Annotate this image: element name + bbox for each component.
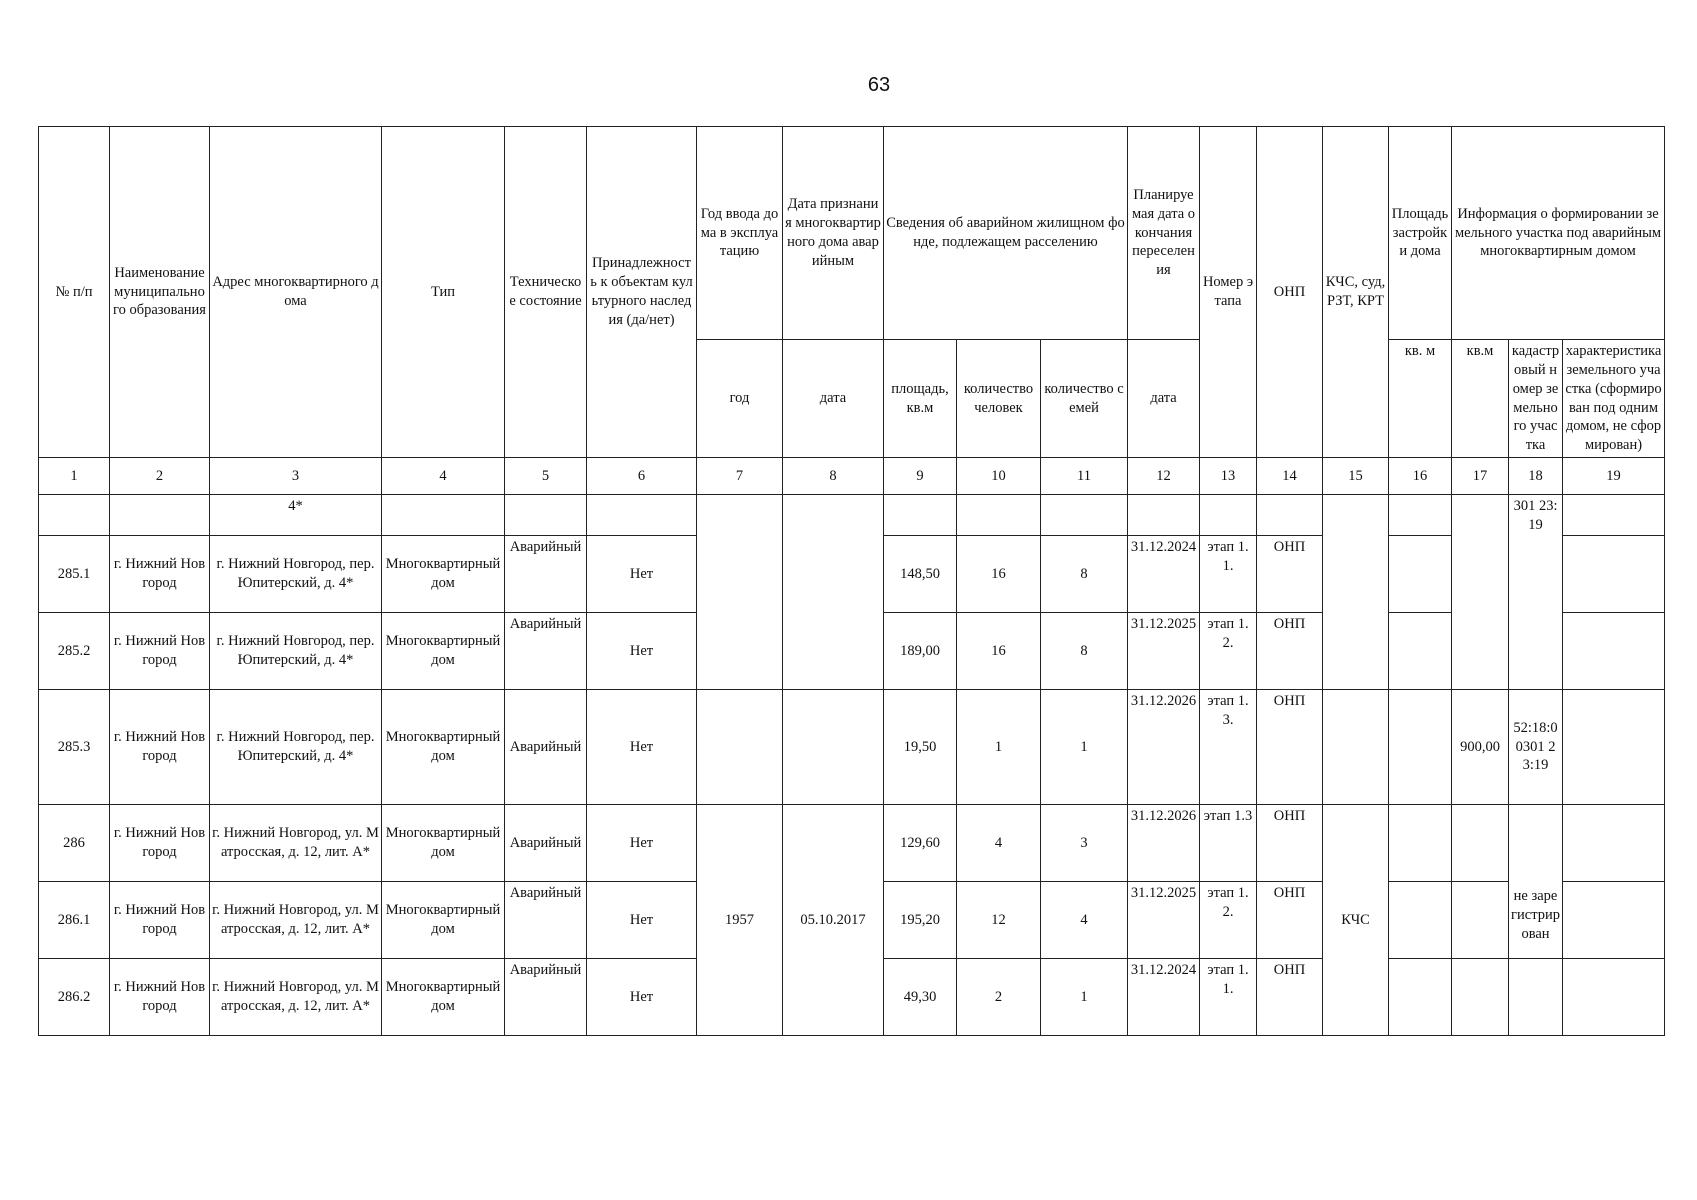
cell-onp: ОНП [1257,882,1323,959]
header-stage: Номер этапа [1200,127,1257,458]
header-number: № п/п [39,127,110,458]
header-land-info: Информация о формировании земельного участка под аварийным многоквартирным домом [1452,127,1665,340]
cell-stage [1200,495,1257,536]
cell-area: 129,60 [884,805,957,882]
cell-land-area: 900,00 [1452,690,1509,805]
page-number: 63 [867,74,891,96]
cell-people: 1 [957,690,1041,805]
cell-heritage: Нет [587,805,697,882]
subheader-build-area-unit: кв. м [1389,340,1452,458]
cell-type: Многоквартирный дом [382,805,505,882]
cell-tech-state: Аварийный [505,959,587,1036]
cell-area: 49,30 [884,959,957,1036]
cell-people: 16 [957,613,1041,690]
cell-build-area [1389,690,1452,805]
cell-year: 1957 [697,805,783,1036]
cell-onp: ОНП [1257,536,1323,613]
subheader-people: количество человек [957,340,1041,458]
cell-emergency-date [783,495,884,690]
cell-build-area [1389,959,1452,1036]
col-num: 4 [382,458,505,495]
cell-emergency-date [783,690,884,805]
cell-people [957,495,1041,536]
cell-municipality: г. Нижний Новгород [110,536,210,613]
cell-number: 286.1 [39,882,110,959]
cell-land-characteristic [1563,805,1665,882]
col-num: 17 [1452,458,1509,495]
col-num: 1 [39,458,110,495]
cell-kchs [1323,495,1389,690]
cell-people: 2 [957,959,1041,1036]
cell-heritage: Нет [587,536,697,613]
header-cadastral-number: кадастровый номер земельного участка [1509,340,1563,458]
cell-number [39,495,110,536]
col-num: 8 [783,458,884,495]
cell-families: 8 [1041,536,1128,613]
cell-families: 3 [1041,805,1128,882]
col-num: 19 [1563,458,1665,495]
cell-onp: ОНП [1257,805,1323,882]
header-year-commissioned: Год ввода дома в эксплуатацию [697,127,783,340]
cell-address: г. Нижний Новгород, пер. Юпитерский, д. 4* [210,613,382,690]
col-num: 5 [505,458,587,495]
cell-municipality: г. Нижний Новгород [110,613,210,690]
cell-stage: этап 1.2. [1200,613,1257,690]
cell-land-characteristic [1563,495,1665,536]
cell-stage: этап 1.1. [1200,959,1257,1036]
cell-tech-state [505,495,587,536]
cell-onp: ОНП [1257,690,1323,805]
cell-municipality: г. Нижний Новгород [110,690,210,805]
col-num: 9 [884,458,957,495]
cell-stage: этап 1.2. [1200,882,1257,959]
header-type: Тип [382,127,505,458]
cell-kchs [1323,690,1389,805]
col-num: 18 [1509,458,1563,495]
header-tech-state: Техническое состояние [505,127,587,458]
cell-land-area [1452,805,1509,882]
cell-stage: этап 1.1. [1200,536,1257,613]
cell-families: 4 [1041,882,1128,959]
cell-address: г. Нижний Новгород, ул. Матросская, д. 12, лит. А* [210,805,382,882]
subheader-land-area-unit: кв.м [1452,340,1509,458]
subheader-area: площадь, кв.м [884,340,957,458]
col-num: 15 [1323,458,1389,495]
cell-cadastral-number: 52:18:00301 23:19 [1509,690,1563,805]
cell-people: 4 [957,805,1041,882]
cell-municipality [110,495,210,536]
cell-build-area [1389,805,1452,882]
cell-land-characteristic [1563,959,1665,1036]
table-row [39,805,1665,882]
col-num: 2 [110,458,210,495]
cell-number: 285.2 [39,613,110,690]
cell-families: 8 [1041,613,1128,690]
emergency-housing-table [38,126,1665,1036]
cell-heritage: Нет [587,959,697,1036]
cell-area [884,495,957,536]
cell-onp: ОНП [1257,613,1323,690]
subheader-date: дата [783,340,884,458]
cell-type: Многоквартирный дом [382,690,505,805]
cell-type: Многоквартирный дом [382,613,505,690]
cell-planned-date: 31.12.2025 [1128,613,1200,690]
cell-people: 12 [957,882,1041,959]
cell-municipality: г. Нижний Новгород [110,805,210,882]
cell-type: Многоквартирный дом [382,959,505,1036]
cell-build-area [1389,882,1452,959]
subheader-families: количество семей [1041,340,1128,458]
header-emergency-date: Дата признания многоквартирного дома аварийным [783,127,884,340]
cell-type [382,495,505,536]
cell-planned-date: 31.12.2026 [1128,805,1200,882]
cell-heritage [587,495,697,536]
header-municipality: Наименование муниципального образования [110,127,210,458]
header-land-characteristic: характеристика земельного участка (сформирован под одним домом, не сформирован) [1563,340,1665,458]
cell-year [697,690,783,805]
header-onp: ОНП [1257,127,1323,458]
subheader-year: год [697,340,783,458]
cell-planned-date: 31.12.2025 [1128,882,1200,959]
cell-address: г. Нижний Новгород, пер. Юпитерский, д. 4* [210,536,382,613]
table-row [39,495,1665,536]
cell-address: 4* [210,495,382,536]
cell-address: г. Нижний Новгород, пер. Юпитерский, д. 4* [210,690,382,805]
col-num: 6 [587,458,697,495]
cell-cadastral-number: 301 23:19 [1509,495,1563,690]
cell-families: 1 [1041,959,1128,1036]
cell-build-area [1389,613,1452,690]
header-build-area: Площадь застройки дома [1389,127,1452,340]
cell-heritage: Нет [587,690,697,805]
cell-cadastral-number: не зарегистрирован [1509,805,1563,959]
header-kchs: КЧС, суд, РЗТ, КРТ [1323,127,1389,458]
header-emergency-housing: Сведения об аварийном жилищном фонде, подлежащем расселению [884,127,1128,340]
cell-families: 1 [1041,690,1128,805]
col-num: 13 [1200,458,1257,495]
cell-tech-state: Аварийный [505,690,587,805]
cell-heritage: Нет [587,613,697,690]
col-num: 3 [210,458,382,495]
cell-tech-state: Аварийный [505,536,587,613]
cell-area: 148,50 [884,536,957,613]
cell-stage: этап 1.3 [1200,805,1257,882]
cell-tech-state: Аварийный [505,882,587,959]
cell-planned-date: 31.12.2024 [1128,959,1200,1036]
header-address: Адрес многоквартирного дома [210,127,382,458]
col-num: 11 [1041,458,1128,495]
col-num: 7 [697,458,783,495]
cell-year [697,495,783,690]
cell-planned-date [1128,495,1200,536]
cell-tech-state: Аварийный [505,805,587,882]
cell-planned-date: 31.12.2026 [1128,690,1200,805]
cell-number: 286.2 [39,959,110,1036]
table-row [39,690,1665,805]
cell-land-area [1452,495,1509,690]
column-numbers-row [39,458,1665,495]
cell-type: Многоквартирный дом [382,536,505,613]
cell-tech-state: Аварийный [505,613,587,690]
cell-land-characteristic [1563,882,1665,959]
cell-planned-date: 31.12.2024 [1128,536,1200,613]
cell-emergency-date: 05.10.2017 [783,805,884,1036]
cell-families [1041,495,1128,536]
cell-build-area [1389,536,1452,613]
col-num: 10 [957,458,1041,495]
cell-address: г. Нижний Новгород, ул. Матросская, д. 12, лит. А* [210,959,382,1036]
cell-land-area [1452,882,1509,959]
col-num: 14 [1257,458,1323,495]
cell-area: 195,20 [884,882,957,959]
cell-municipality: г. Нижний Новгород [110,882,210,959]
cell-area: 19,50 [884,690,957,805]
cell-number: 285.3 [39,690,110,805]
col-num: 12 [1128,458,1200,495]
header-planned-date: Планируемая дата окончания переселения [1128,127,1200,340]
cell-number: 285.1 [39,536,110,613]
cell-people: 16 [957,536,1041,613]
cell-area: 189,00 [884,613,957,690]
header-heritage: Принадлежность к объектам культурного наследия (да/нет) [587,127,697,458]
cell-address: г. Нижний Новгород, ул. Матросская, д. 12, лит. А* [210,882,382,959]
cell-cadastral-number [1509,959,1563,1036]
cell-stage: этап 1.3. [1200,690,1257,805]
cell-land-characteristic [1563,690,1665,805]
cell-land-characteristic [1563,613,1665,690]
cell-land-area [1452,959,1509,1036]
cell-land-characteristic [1563,536,1665,613]
cell-number: 286 [39,805,110,882]
cell-onp: ОНП [1257,959,1323,1036]
subheader-planned-date: дата [1128,340,1200,458]
cell-type: Многоквартирный дом [382,882,505,959]
cell-kchs: КЧС [1323,805,1389,1036]
cell-build-area [1389,495,1452,536]
cell-onp [1257,495,1323,536]
cell-heritage: Нет [587,882,697,959]
cell-municipality: г. Нижний Новгород [110,959,210,1036]
col-num: 16 [1389,458,1452,495]
